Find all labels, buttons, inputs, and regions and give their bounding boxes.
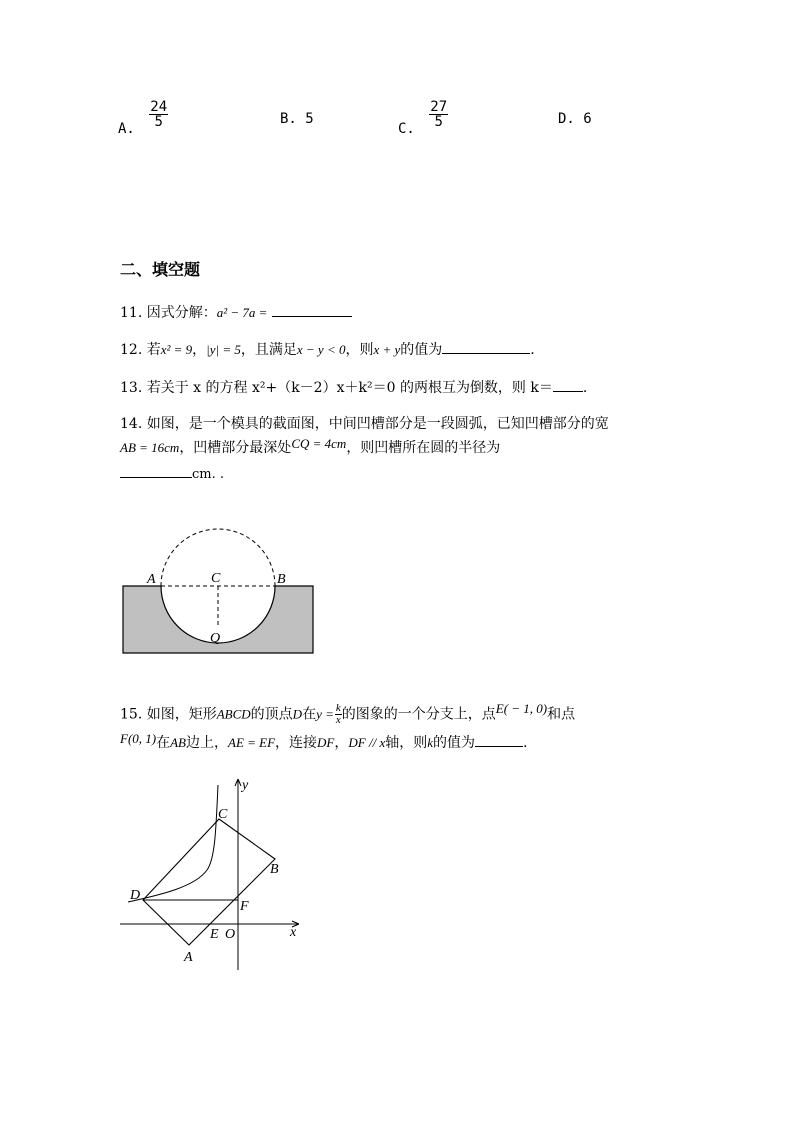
question-15-line-1 bbox=[120, 700, 576, 726]
option-a bbox=[118, 99, 168, 137]
q14-unit: cm. . bbox=[192, 467, 225, 482]
q15-suffix: 的值为 bbox=[433, 735, 475, 751]
label-d: D bbox=[130, 888, 141, 903]
question-14-line-1: 14. 如图，是一个模具的截面图，中间凹槽部分是一段圆弧，已知凹槽部分的宽 bbox=[120, 416, 609, 432]
label-b: B bbox=[277, 572, 286, 587]
q12-math-2: |y| = 5 bbox=[206, 342, 241, 357]
q15-math-4: E( − 1, 0) bbox=[495, 700, 548, 716]
q15-mid-8: ， bbox=[334, 735, 349, 751]
question-14-line-2 bbox=[120, 438, 500, 458]
label-a: A bbox=[184, 950, 193, 965]
question-12 bbox=[120, 339, 535, 360]
hyperbola-branch bbox=[128, 785, 218, 902]
option-c-denominator: 5 bbox=[434, 114, 443, 130]
q12-suffix: 的值为 bbox=[400, 342, 443, 358]
q13-end: . bbox=[582, 380, 588, 396]
q15-mid-3: 的图象的一个分支上，点 bbox=[341, 706, 496, 723]
q15-math-9: DF // x bbox=[348, 735, 386, 750]
label-b: B bbox=[270, 862, 279, 877]
label-x: x bbox=[290, 925, 297, 940]
option-c bbox=[398, 99, 448, 137]
q15-fraction-den: x bbox=[335, 714, 341, 726]
q13-text: 13. 若关于 x 的方程 x²+（k－2）x＋k²＝0 的两根互为倒数，则 k＝ bbox=[120, 380, 553, 396]
label-c: C bbox=[218, 807, 228, 822]
q15-math-8: DF bbox=[317, 735, 335, 750]
q14-math-1: AB = 16cm bbox=[120, 440, 180, 455]
q15-mid-9: 轴，则 bbox=[385, 735, 428, 751]
question-11 bbox=[120, 302, 352, 323]
q12-math-4: x + y bbox=[373, 342, 401, 357]
section-title: 二、填空题 bbox=[120, 260, 201, 279]
q12-math-3: x − y < 0 bbox=[296, 342, 346, 357]
q14-math-2: CQ = 4cm bbox=[291, 436, 347, 451]
figure-14-mold-cross-section bbox=[115, 500, 325, 660]
label-f: F bbox=[240, 899, 249, 914]
option-a-label: A. bbox=[118, 120, 135, 137]
q15-mid-7: ，连接 bbox=[275, 735, 318, 751]
q15-end: . bbox=[523, 735, 528, 751]
question-14-line-3 bbox=[120, 463, 224, 485]
label-a: A bbox=[147, 572, 156, 587]
q12-math-1: x² = 9 bbox=[160, 342, 193, 357]
q15-prefix: 15. 如图，矩形 bbox=[120, 706, 217, 723]
question-15-line-2 bbox=[120, 732, 527, 753]
q15-mid-2: 在 bbox=[302, 706, 317, 723]
label-q: Q bbox=[210, 631, 221, 646]
label-y: y bbox=[242, 778, 249, 793]
q12-prefix: 12. 若 bbox=[120, 342, 161, 358]
q15-math-2: D bbox=[292, 706, 303, 722]
figure-15-rectangle-hyperbola bbox=[115, 775, 315, 980]
q11-prefix: 11. 因式分解： bbox=[120, 305, 217, 321]
q12-mid: ，且满足 bbox=[240, 342, 297, 358]
option-a-denominator: 5 bbox=[154, 114, 163, 130]
option-d: D. 6 bbox=[558, 111, 592, 127]
option-a-fraction bbox=[149, 100, 168, 129]
q15-mid-4: 和点 bbox=[547, 706, 576, 723]
q13-answer-blank[interactable] bbox=[553, 377, 583, 392]
q15-math-3: y = bbox=[316, 706, 334, 722]
q15-math-5: F(0, 1) bbox=[120, 731, 157, 746]
q15-fraction-num: k bbox=[335, 702, 341, 714]
q15-answer-blank[interactable] bbox=[475, 732, 523, 747]
rectangle-abcd bbox=[143, 819, 275, 945]
q15-mid-1: 的顶点 bbox=[250, 706, 293, 723]
q15-math-6: AB bbox=[170, 735, 186, 750]
q12-end: . bbox=[530, 342, 535, 358]
label-o: O bbox=[225, 927, 236, 942]
q12-mid-2: ，则 bbox=[345, 342, 374, 358]
q15-math-10: k bbox=[427, 735, 433, 750]
q15-math-7: AE = EF bbox=[228, 735, 276, 750]
q12-answer-blank[interactable] bbox=[442, 339, 530, 354]
option-a-numerator: 24 bbox=[150, 99, 168, 115]
q15-math-1: ABCD bbox=[216, 706, 251, 722]
q14-mid: ，凹槽部分最深处 bbox=[179, 440, 292, 456]
label-e: E bbox=[210, 927, 219, 942]
option-c-label: C. bbox=[398, 120, 415, 137]
q12-sep: ， bbox=[192, 342, 207, 358]
q11-answer-blank[interactable] bbox=[272, 302, 352, 317]
q14-suffix: ，则凹槽所在圆的半径为 bbox=[346, 440, 501, 456]
option-c-fraction bbox=[429, 100, 448, 129]
question-13 bbox=[120, 377, 587, 398]
q15-fraction bbox=[335, 703, 342, 726]
q14-answer-blank[interactable] bbox=[120, 463, 192, 478]
option-c-numerator: 27 bbox=[430, 99, 448, 115]
q11-expression: a² − 7a = bbox=[216, 305, 268, 320]
label-c: C bbox=[211, 571, 221, 586]
q15-mid-5: 在 bbox=[156, 735, 171, 751]
q15-mid-6: 边上， bbox=[186, 735, 228, 751]
option-b: B. 5 bbox=[280, 111, 314, 127]
